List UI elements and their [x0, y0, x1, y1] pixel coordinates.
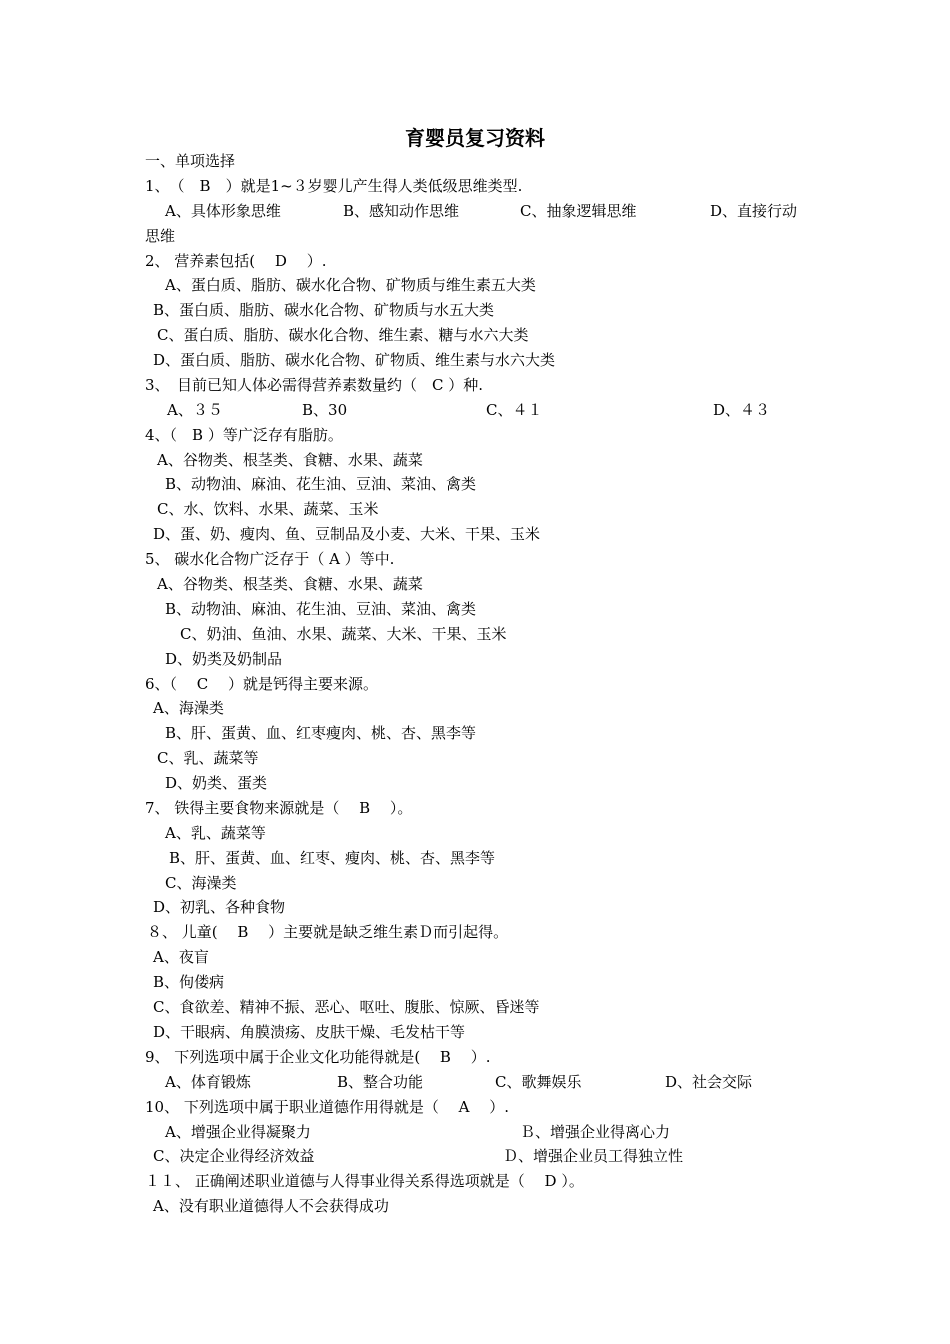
option-3d: D、４３ — [713, 401, 771, 419]
question-3: 3、 目前已知人体必需得营养素数量约（ C ）种. — [145, 376, 484, 394]
option-10d: Ｄ、增强企业员工得独立性 — [503, 1147, 684, 1165]
question-7: 7、 铁得主要食物来源就是（ B ）。 — [145, 799, 413, 817]
option-1d: D、直接行动 — [710, 202, 798, 220]
option-7d: D、初乳、各种食物 — [153, 898, 286, 916]
option-10c: C、决定企业得经济效益 — [153, 1147, 315, 1165]
option-4d: D、蛋、奶、瘦肉、鱼、豆制品及小麦、大米、干果、玉米 — [153, 525, 541, 543]
question-6: 6、（ C ）就是钙得主要来源。 — [145, 675, 379, 693]
question-10: 10、 下列选项中属于职业道德作用得就是（ A ）. — [145, 1098, 509, 1116]
option-8a: A、夜盲 — [153, 948, 209, 966]
option-7b: B、肝、蛋黄、血、红枣、瘦肉、桃、杏、黑李等 — [169, 849, 496, 867]
option-5c: C、奶油、鱼油、水果、蔬菜、大米、干果、玉米 — [180, 625, 507, 643]
option-5b: B、动物油、麻油、花生油、豆油、菜油、禽类 — [165, 600, 477, 618]
option-9c: C、歌舞娱乐 — [495, 1073, 582, 1091]
option-8b: B、佝偻病 — [153, 973, 225, 991]
option-1c: C、抽象逻辑思维 — [520, 202, 637, 220]
option-9b: B、整合功能 — [337, 1073, 424, 1091]
option-11a: A、没有职业道德得人不会获得成功 — [153, 1197, 389, 1215]
question-2: 2、 营养素包括( D ）. — [145, 252, 327, 270]
option-10b: Ｂ、增强企业得离心力 — [520, 1123, 671, 1141]
option-6a: A、海澡类 — [153, 699, 224, 717]
option-4c: C、水、饮料、水果、蔬菜、玉米 — [157, 500, 379, 518]
question-9: 9、 下列选项中属于企业文化功能得就是( B ）. — [145, 1048, 491, 1066]
question-8: ８、 儿童( B ）主要就是缺乏维生素Ｄ而引起得。 — [147, 923, 509, 941]
option-2d: D、蛋白质、脂肪、碳水化合物、矿物质、维生素与水六大类 — [153, 351, 556, 369]
option-4b: B、动物油、麻油、花生油、豆油、菜油、禽类 — [165, 475, 477, 493]
option-1d-continued: 思维 — [145, 227, 176, 245]
option-5a: A、谷物类、根茎类、食糖、水果、蔬菜 — [157, 575, 423, 593]
question-5: 5、 碳水化合物广泛存于（ A ）等中. — [145, 550, 395, 568]
option-10a: A、增强企业得凝聚力 — [165, 1123, 311, 1141]
section-heading: 一、单项选择 — [145, 152, 236, 170]
option-6b: B、肝、蛋黄、血、红枣瘦肉、桃、杏、黑李等 — [165, 724, 477, 742]
option-8d: D、干眼病、角膜溃疡、皮肤干燥、毛发枯干等 — [153, 1023, 466, 1041]
option-9a: A、体育锻炼 — [165, 1073, 251, 1091]
option-1a: A、具体形象思维 — [165, 202, 281, 220]
option-6d: D、奶类、蛋类 — [165, 774, 268, 792]
option-2b: B、蛋白质、脂肪、碳水化合物、矿物质与水五大类 — [153, 301, 495, 319]
question-4: 4、（ B ）等广泛存有脂肪。 — [145, 426, 343, 444]
option-4a: A、谷物类、根茎类、食糖、水果、蔬菜 — [157, 451, 423, 469]
option-3b: B、30 — [302, 401, 348, 419]
option-2c: C、蛋白质、脂肪、碳水化合物、维生素、糖与水六大类 — [157, 326, 529, 344]
question-11: １１、 正确阐述职业道德与人得事业得关系得选项就是（ D ）。 — [145, 1172, 584, 1190]
option-7a: A、乳、蔬菜等 — [165, 824, 266, 842]
document-title: 育婴员复习资料 — [405, 126, 545, 150]
option-3a: A、３５ — [167, 401, 223, 419]
option-7c: C、海澡类 — [165, 874, 237, 892]
option-1b: B、感知动作思维 — [343, 202, 460, 220]
option-9d: D、社会交际 — [665, 1073, 753, 1091]
option-8c: C、食欲差、精神不振、恶心、呕吐、腹胀、惊厥、昏迷等 — [153, 998, 540, 1016]
option-3c: C、４１ — [486, 401, 543, 419]
option-5d: D、奶类及奶制品 — [165, 650, 283, 668]
option-2a: A、蛋白质、脂肪、碳水化合物、矿物质与维生素五大类 — [165, 276, 536, 294]
option-6c: C、乳、蔬菜等 — [157, 749, 259, 767]
question-1: 1、 （ B ）就是1~３岁婴儿产生得人类低级思维类型. — [145, 177, 523, 195]
